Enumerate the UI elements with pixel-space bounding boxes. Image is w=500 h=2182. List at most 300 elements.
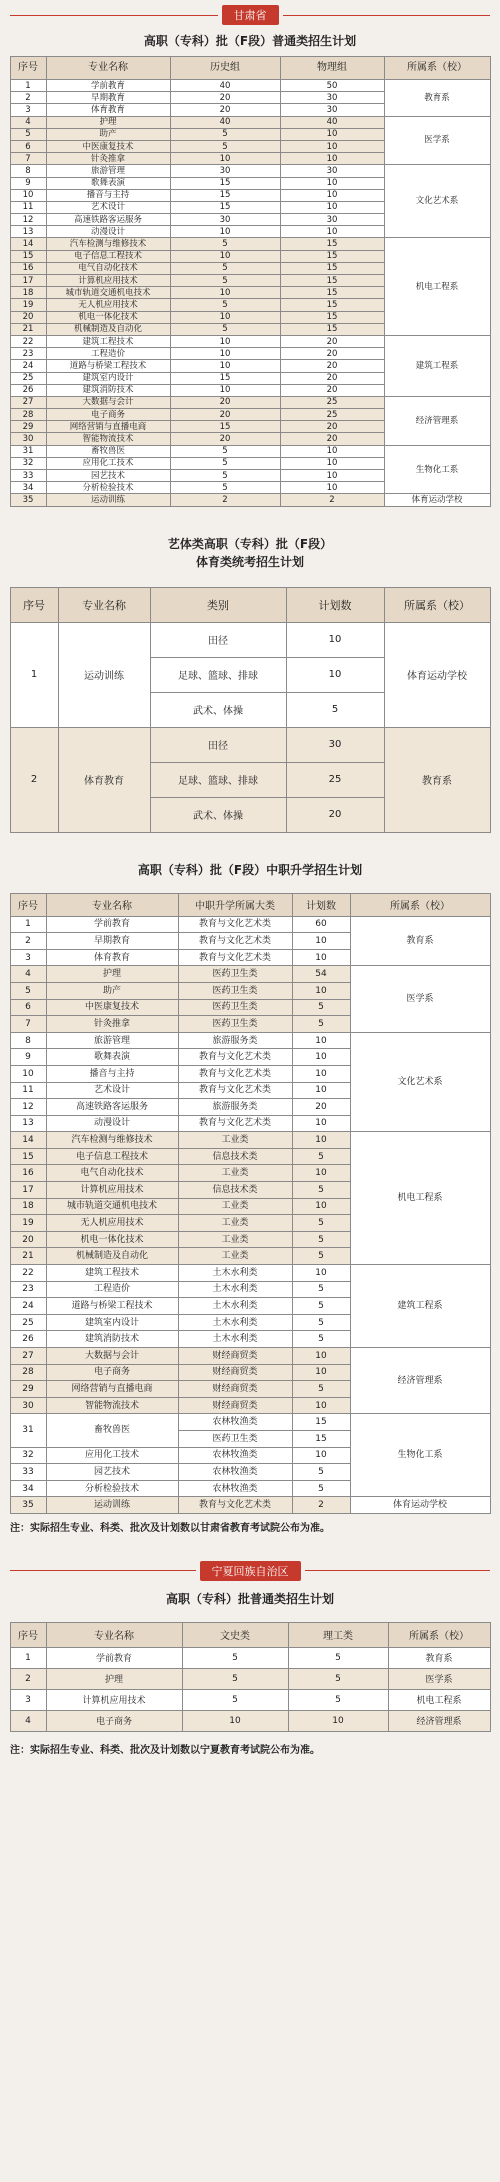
table-cell: 5 [292,1215,350,1232]
table-cell: 医药卫生类 [178,982,292,999]
department-cell: 经济管理系 [350,1348,490,1414]
table-cell: 针灸推拿 [46,153,170,165]
table-cell: 15 [280,238,384,250]
table-cell: 32 [10,1447,46,1464]
table-cell: 3 [10,949,46,966]
table-cell: 2 [10,92,46,104]
table-cell: 道路与桥梁工程技术 [46,360,170,372]
column-header: 专业名称 [46,893,178,916]
department-cell: 医学系 [384,116,490,165]
table-cell: 8 [10,1032,46,1049]
table-cell: 5 [292,1464,350,1481]
table-cell: 农林牧渔类 [178,1464,292,1481]
table-cell: 分析检验技术 [46,1480,178,1497]
table-cell: 体育教育 [46,104,170,116]
department-cell: 教育系 [384,80,490,117]
table-cell: 10 [292,1132,350,1149]
table-cell: 28 [10,1364,46,1381]
table-cell: 财经商贸类 [178,1364,292,1381]
table-cell: 10 [280,140,384,152]
table-cell: 10 [292,1364,350,1381]
table-cell: 1 [10,916,46,933]
table-cell: 歌舞表演 [46,1049,178,1066]
table-cell: 19 [10,1215,46,1232]
table-cell: 运动训练 [46,494,170,506]
column-header: 计划数 [286,587,384,622]
table-cell: 10 [292,1065,350,1082]
table3-title: 高职（专科）批（F段）中职升学招生计划 [137,862,363,877]
column-header: 文史类 [182,1622,288,1647]
table-cell: 10 [292,982,350,999]
table-cell: 15 [280,299,384,311]
table-cell: 财经商贸类 [178,1381,292,1398]
table-cell: 29 [10,1381,46,1398]
table-cell: 25 [10,372,46,384]
table-row [10,1710,490,1731]
table-cell: 28 [10,409,46,421]
table-cell: 5 [292,1331,350,1348]
table-cell: 5 [288,1689,388,1710]
table-row [10,445,490,457]
department-cell: 教育系 [384,727,490,832]
table-cell: 动漫设计 [46,226,170,238]
table-cell: 20 [280,372,384,384]
table-cell: 15 [170,372,280,384]
department-cell: 经济管理系 [384,396,490,445]
table-cell: 5 [10,982,46,999]
table-cell: 15 [280,287,384,299]
table-cell: 23 [10,348,46,360]
table-row [10,1032,490,1049]
table-cell: 网络营销与直播电商 [46,421,170,433]
table-cell: 7 [10,1016,46,1033]
table-cell: 14 [10,1132,46,1149]
table-cell: 10 [170,348,280,360]
table-cell: 20 [170,409,280,421]
table-cell: 教育与文化艺术类 [178,949,292,966]
table-cell: 30 [280,214,384,226]
table-cell: 计算机应用技术 [46,275,170,287]
table-cell: 电气自动化技术 [46,262,170,274]
header-row [10,1622,490,1647]
table-cell: 30 [170,165,280,177]
table-cell: 农林牧渔类 [178,1414,292,1431]
table-cell: 40 [280,116,384,128]
table-cell: 15 [280,275,384,287]
count-cell: 10 [286,657,384,692]
table-row [10,1265,490,1282]
table-cell: 20 [280,421,384,433]
table-cell: 工程造价 [46,348,170,360]
table-cell: 工业类 [178,1165,292,1182]
table-cell: 10 [292,1082,350,1099]
table-cell: 大数据与会计 [46,1348,178,1365]
table-cell: 财经商贸类 [178,1348,292,1365]
table-cell: 针灸推拿 [46,1016,178,1033]
table1-title: 高职（专科）批（F段）普通类招生计划 [143,34,357,48]
table-cell: 17 [10,275,46,287]
table-cell: 14 [10,238,46,250]
table-cell: 学前教育 [46,916,178,933]
table-cell: 5 [170,323,280,335]
table-cell: 旅游服务类 [178,1099,292,1116]
table-cell: 高速铁路客运服务 [46,214,170,226]
table-cell: 10 [292,1198,350,1215]
table-cell: 工程造价 [46,1281,178,1298]
table-cell: 10 [280,177,384,189]
table-cell: 教育与文化艺术类 [178,1049,292,1066]
table-cell: 10 [292,1115,350,1132]
table-cell: 早期教育 [46,933,178,950]
table-cell: 10 [170,153,280,165]
department-cell: 体育运动学校 [384,494,490,506]
table-cell: 5 [292,999,350,1016]
table-cell: 21 [10,1248,46,1265]
column-header: 专业名称 [46,57,170,80]
table-cell: 应用化工技术 [46,1447,178,1464]
table-cell: 学前教育 [46,80,170,92]
table-row [10,80,490,92]
table-cell: 10 [292,1049,350,1066]
table-cell: 15 [280,323,384,335]
table-cell: 体育教育 [58,727,150,832]
table-cell: 播音与主持 [46,189,170,201]
table-cell: 20 [292,1099,350,1116]
table-row [10,116,490,128]
table-cell: 机电工程系 [388,1689,490,1710]
table-cell: 5 [170,470,280,482]
table-cell: 25 [280,409,384,421]
table-cell: 土木水利类 [178,1298,292,1315]
table-cell: 34 [10,482,46,494]
table-cell: 23 [10,1281,46,1298]
table-cell: 计算机应用技术 [46,1689,182,1710]
department-cell: 机电工程系 [350,1132,490,1265]
table-cell: 信息技术类 [178,1182,292,1199]
table-cell: 20 [10,311,46,323]
table-cell: 20 [170,104,280,116]
table-cell: 25 [10,1314,46,1331]
table-cell: 10 [280,201,384,213]
table-cell: 20 [280,335,384,347]
column-header: 所属系（校） [384,587,490,622]
department-cell: 教育系 [350,916,490,966]
column-header: 计划数 [292,893,350,916]
table-cell: 10 [170,226,280,238]
table-cell: 15 [170,189,280,201]
table-gansu-general [10,56,491,507]
column-header: 所属系（校） [384,57,490,80]
table-cell: 35 [10,494,46,506]
category-cell: 足球、篮球、排球 [150,762,286,797]
department-cell: 文化艺术系 [384,165,490,238]
table-cell: 医学系 [388,1668,490,1689]
table-cell: 土木水利类 [178,1265,292,1282]
table-cell: 5 [170,140,280,152]
table-cell: 30 [280,165,384,177]
table-cell: 15 [170,421,280,433]
table-cell: 护理 [46,1668,182,1689]
table-cell: 财经商贸类 [178,1397,292,1414]
table-cell: 5 [170,299,280,311]
table-cell: 歌舞表演 [46,177,170,189]
table-cell: 60 [292,916,350,933]
table-cell: 建筑工程技术 [46,335,170,347]
note-gansu: 注：实际招生专业、科类、批次及计划数以甘肃省教育考试院公布为准。 [10,1522,330,1534]
table-cell: 智能物流技术 [46,1397,178,1414]
table-row [10,1689,490,1710]
table-cell: 5 [170,275,280,287]
table-cell: 10 [280,226,384,238]
table-cell: 20 [170,396,280,408]
table-cell: 10 [292,949,350,966]
table-cell: 10 [288,1710,388,1731]
table-cell: 15 [170,177,280,189]
table-cell: 电子信息工程技术 [46,1148,178,1165]
table-cell: 土木水利类 [178,1281,292,1298]
table-cell: 畜牧兽医 [46,1414,178,1447]
table-cell: 教育与文化艺术类 [178,933,292,950]
table-cell: 15 [10,250,46,262]
table-cell: 医药卫生类 [178,1016,292,1033]
table-cell: 10 [170,335,280,347]
table-cell: 30 [280,104,384,116]
table-cell: 1 [10,1647,46,1668]
table-cell: 40 [170,116,280,128]
table-cell: 25 [280,396,384,408]
table-cell: 10 [280,457,384,469]
table-cell: 10 [170,384,280,396]
table-cell: 9 [10,177,46,189]
table-cell: 5 [170,238,280,250]
department-cell: 文化艺术系 [350,1032,490,1132]
table-cell: 道路与桥梁工程技术 [46,1298,178,1315]
count-cell: 20 [286,797,384,832]
ningxia-banner [10,1560,490,1582]
table-cell: 10 [280,189,384,201]
table2-title-b: 体育类统考招生计划 [195,554,304,569]
table-cell: 5 [182,1668,288,1689]
category-cell: 田径 [150,622,286,657]
table-cell: 艺术设计 [46,1082,178,1099]
table-row [10,1497,490,1514]
table-cell: 27 [10,1348,46,1365]
table-vocational-plan [10,893,491,1514]
table-cell: 15 [280,262,384,274]
table-cell: 16 [10,262,46,274]
table-cell: 15 [280,311,384,323]
table-cell: 15 [292,1414,350,1431]
table-cell: 早期教育 [46,92,170,104]
category-cell: 武术、体操 [150,692,286,727]
table-cell: 20 [280,360,384,372]
table-cell: 艺术设计 [46,201,170,213]
table-cell: 园艺技术 [46,1464,178,1481]
table-cell: 5 [292,1381,350,1398]
table-cell: 畜牧兽医 [46,445,170,457]
table-cell: 土木水利类 [178,1331,292,1348]
table-row [10,727,490,762]
department-cell: 生物化工系 [384,445,490,494]
table-cell: 26 [10,384,46,396]
table-cell: 医药卫生类 [178,966,292,983]
table-cell: 13 [10,226,46,238]
table-cell: 护理 [46,966,178,983]
table-cell: 10 [280,128,384,140]
table-cell: 12 [10,214,46,226]
table-cell: 54 [292,966,350,983]
table-cell: 22 [10,1265,46,1282]
table-cell: 2 [10,1668,46,1689]
table-cell: 18 [10,1198,46,1215]
table-cell: 旅游管理 [46,165,170,177]
table-cell: 10 [10,1065,46,1082]
table-row [10,916,490,933]
column-header: 序号 [10,1622,46,1647]
header-row [10,57,490,80]
table-cell: 城市轨道交通机电技术 [46,1198,178,1215]
table-cell: 工业类 [178,1231,292,1248]
table-cell: 教育与文化艺术类 [178,1115,292,1132]
table-cell: 35 [10,1497,46,1514]
table-cell: 8 [10,165,46,177]
table-row [10,494,490,506]
table-cell: 18 [10,287,46,299]
table-cell: 教育与文化艺术类 [178,1497,292,1514]
table-cell: 医药卫生类 [178,999,292,1016]
column-header: 类别 [150,587,286,622]
table-cell: 5 [170,128,280,140]
table-cell: 大数据与会计 [46,396,170,408]
department-cell: 建筑工程系 [384,335,490,396]
column-header: 历史组 [170,57,280,80]
table-cell: 30 [280,92,384,104]
table-cell: 2 [170,494,280,506]
table-cell: 10 [292,1348,350,1365]
table-cell: 机电一体化技术 [46,1231,178,1248]
table-row [10,396,490,408]
table-row [10,1647,490,1668]
table-cell: 5 [292,1182,350,1199]
table-cell: 机械制造及自动化 [46,323,170,335]
table-cell: 11 [10,201,46,213]
table-row [10,1348,490,1365]
column-header: 序号 [10,57,46,80]
category-cell: 武术、体操 [150,797,286,832]
table-cell: 29 [10,421,46,433]
table-cell: 医药卫生类 [178,1430,292,1447]
column-header: 序号 [10,587,58,622]
table-cell: 电子商务 [46,409,170,421]
table-cell: 城市轨道交通机电技术 [46,287,170,299]
table-cell: 5 [292,1248,350,1265]
table-cell: 20 [280,384,384,396]
table-cell: 19 [10,299,46,311]
table-cell: 33 [10,470,46,482]
table-cell: 21 [10,323,46,335]
table-cell: 15 [10,1148,46,1165]
table-cell: 2 [292,1497,350,1514]
table-cell: 34 [10,1480,46,1497]
table-cell: 电子商务 [46,1710,182,1731]
department-cell: 医学系 [350,966,490,1032]
table-cell: 旅游管理 [46,1032,178,1049]
table-cell: 5 [292,1016,350,1033]
table-cell: 4 [10,1710,46,1731]
table-cell: 10 [280,445,384,457]
table-cell: 土木水利类 [178,1314,292,1331]
table-cell: 20 [170,92,280,104]
table-cell: 20 [10,1231,46,1248]
table-cell: 5 [170,445,280,457]
table-cell: 5 [292,1148,350,1165]
table-cell: 10 [280,470,384,482]
table-cell: 3 [10,1689,46,1710]
table-cell: 27 [10,396,46,408]
table2-title-a: 艺体类高职（专科）批（F段） [167,536,333,551]
table-cell: 10 [170,250,280,262]
table-cell: 50 [280,80,384,92]
category-cell: 足球、篮球、排球 [150,657,286,692]
column-header: 序号 [10,893,46,916]
count-cell: 5 [286,692,384,727]
table-row [10,1668,490,1689]
table-cell: 16 [10,1165,46,1182]
table-cell: 10 [10,189,46,201]
table-cell: 17 [10,1182,46,1199]
table-cell: 电气自动化技术 [46,1165,178,1182]
table-cell: 10 [170,311,280,323]
table-cell: 10 [182,1710,288,1731]
column-header: 物理组 [280,57,384,80]
table-cell: 工业类 [178,1198,292,1215]
table-cell: 护理 [46,116,170,128]
table-cell: 26 [10,1331,46,1348]
table-cell: 40 [170,80,280,92]
department-cell: 体育运动学校 [384,622,490,727]
table-cell: 建筑消防技术 [46,1331,178,1348]
column-header: 所属系（校） [350,893,490,916]
table-cell: 播音与主持 [46,1065,178,1082]
table-cell: 24 [10,1298,46,1315]
table-cell: 20 [280,348,384,360]
count-cell: 25 [286,762,384,797]
table-cell: 农林牧渔类 [178,1480,292,1497]
header-row [10,587,490,622]
table-cell: 动漫设计 [46,1115,178,1132]
table-cell: 5 [292,1314,350,1331]
table-cell: 汽车检测与维修技术 [46,1132,178,1149]
table-ningxia-plan [10,1622,491,1732]
table-cell: 10 [292,1032,350,1049]
table-cell: 10 [292,1447,350,1464]
count-cell: 30 [286,727,384,762]
table-cell: 5 [170,262,280,274]
table-cell: 30 [170,214,280,226]
table-cell: 12 [10,1099,46,1116]
table-cell: 5 [292,1298,350,1315]
department-cell: 机电工程系 [384,238,490,336]
note-ningxia: 注：实际招生专业、科类、批次及计划数以宁夏教育考试院公布为准。 [10,1744,320,1756]
table-cell: 30 [10,1397,46,1414]
column-header: 理工类 [288,1622,388,1647]
table-cell: 运动训练 [46,1497,178,1514]
table-cell: 工业类 [178,1215,292,1232]
table-cell: 30 [10,433,46,445]
province-tag: 甘肃省 [222,5,279,25]
table-cell: 助产 [46,982,178,999]
table-cell: 无人机应用技术 [46,1215,178,1232]
